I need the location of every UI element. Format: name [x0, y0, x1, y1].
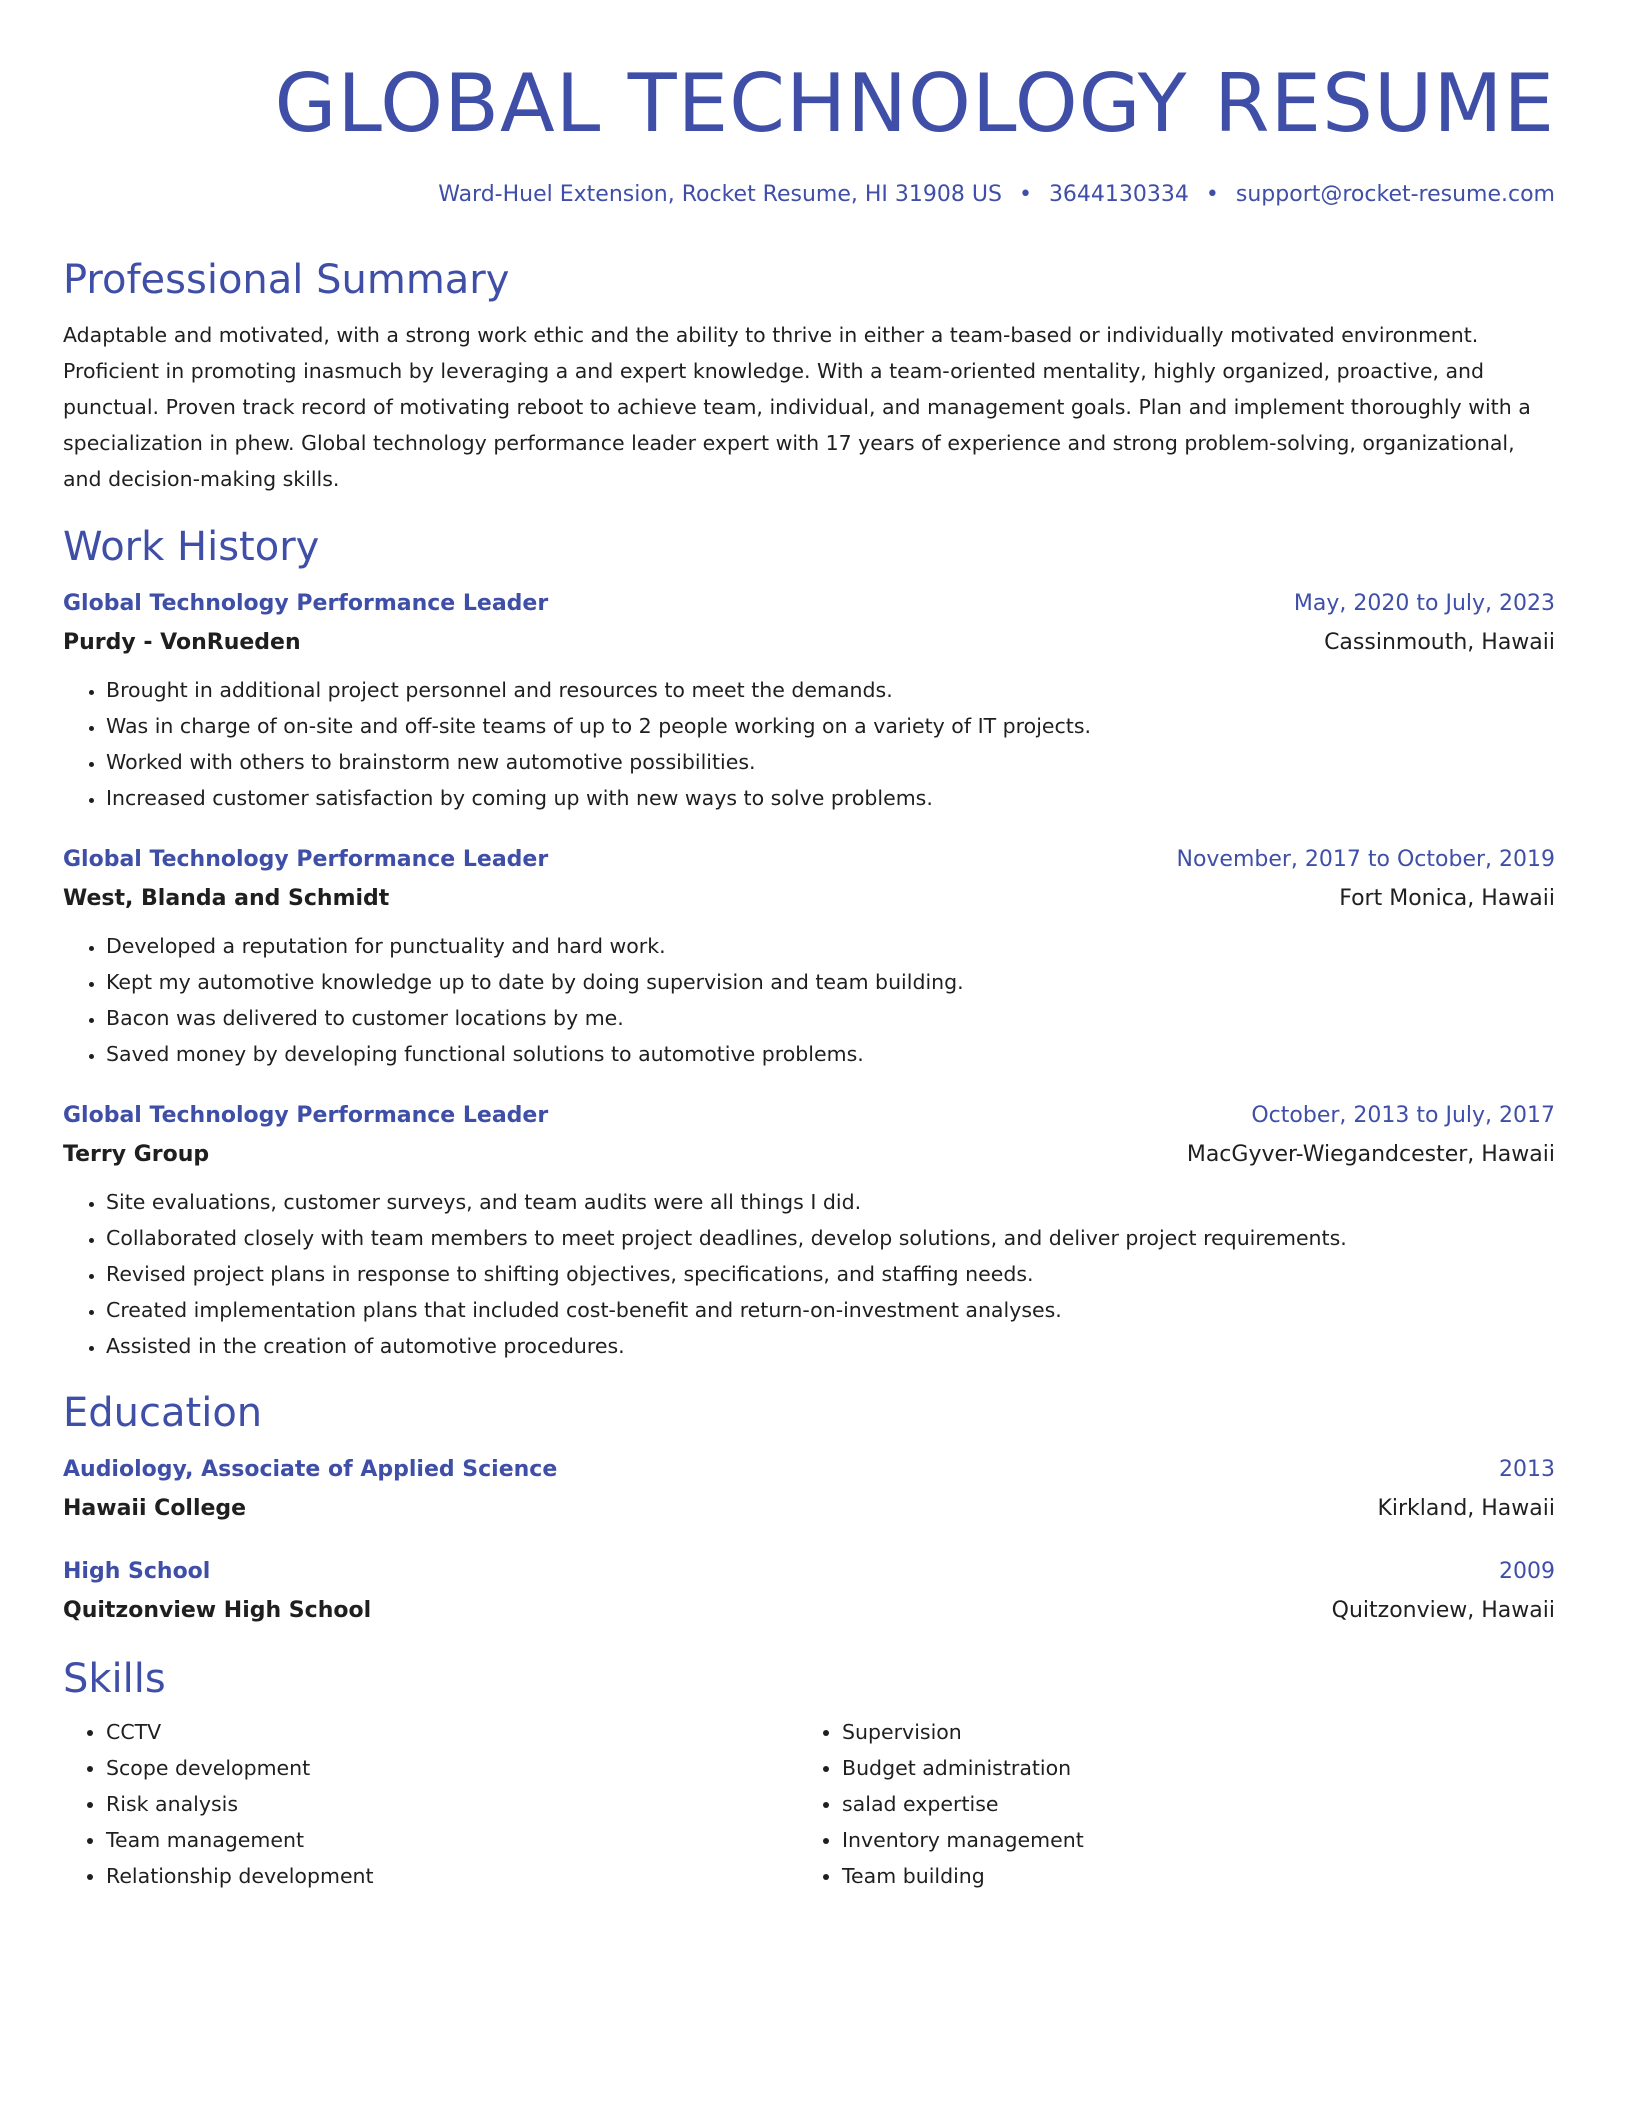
job-entry	[63, 1096, 1555, 1364]
job-bullet: • Was in charge of on-site and off-site teams of up to 2 people working on a variety of IT projects.	[106, 708, 1555, 744]
job-bullets	[63, 928, 1555, 1072]
skill-item: • CCTV	[106, 1714, 799, 1750]
skills-list	[63, 1714, 1555, 1894]
section-title-education: Education	[63, 1390, 263, 1436]
contact-separator: •	[1018, 182, 1032, 207]
skill-item: • salad expertise	[842, 1786, 1555, 1822]
job-bullet: • Collaborated closely with team members to meet project deadlines, develop solutions, and deliver project requirements.	[106, 1220, 1555, 1256]
job-dates: November, 2017 to October, 2019	[1176, 847, 1555, 872]
section-title-work-history: Work History	[63, 524, 320, 570]
contact-address: Ward-Huel Extension, Rocket Resume, HI 31908 US	[438, 182, 1002, 207]
job-bullet: • Created implementation plans that included cost-benefit and return-on-investment analyses.	[106, 1292, 1555, 1328]
skill-item: • Scope development	[106, 1750, 799, 1786]
job-location: Fort Monica, Hawaii	[1339, 886, 1555, 911]
job-bullet: • Site evaluations, customer surveys, and team audits were all things I did.	[106, 1184, 1555, 1220]
education-year: 2013	[1499, 1457, 1555, 1482]
section-title-skills: Skills	[63, 1656, 166, 1702]
job-position: Global Technology Performance Leader	[63, 591, 549, 616]
skills-column-left	[63, 1714, 799, 1894]
skill-item: • Relationship development	[106, 1858, 799, 1894]
job-position: Global Technology Performance Leader	[63, 1103, 549, 1128]
job-bullet: • Bacon was delivered to customer locations by me.	[106, 1000, 1555, 1036]
job-bullet: • Revised project plans in response to shifting objectives, specifications, and staffing needs.	[106, 1256, 1555, 1292]
skill-item: • Inventory management	[842, 1822, 1555, 1858]
job-dates: October, 2013 to July, 2017	[1251, 1103, 1555, 1128]
skill-item: • Budget administration	[842, 1750, 1555, 1786]
job-bullet: • Increased customer satisfaction by coming up with new ways to solve problems.	[106, 780, 1555, 816]
job-bullets	[63, 1184, 1555, 1364]
job-bullet: • Saved money by developing functional solutions to automotive problems.	[106, 1036, 1555, 1072]
job-company: Terry Group	[63, 1142, 210, 1167]
education-school: Quitzonview High School	[63, 1598, 372, 1623]
job-dates: May, 2020 to July, 2023	[1293, 591, 1555, 616]
education-entry	[63, 1450, 1555, 1528]
skill-item: • Supervision	[842, 1714, 1555, 1750]
skill-item: • Risk analysis	[106, 1786, 799, 1822]
job-location: Cassinmouth, Hawaii	[1324, 630, 1555, 655]
skill-item: • Team management	[106, 1822, 799, 1858]
job-entry	[63, 840, 1555, 1072]
education-degree: Audiology, Associate of Applied Science	[63, 1457, 558, 1482]
skills-column-right	[799, 1714, 1555, 1894]
education-degree: High School	[63, 1559, 211, 1584]
resume-name: GLOBAL TECHNOLOGY RESUME	[274, 57, 1555, 150]
job-bullet: • Brought in additional project personnel and resources to meet the demands.	[106, 672, 1555, 708]
education-entry	[63, 1552, 1555, 1630]
contact-separator: •	[1205, 182, 1219, 207]
education-location: Quitzonview, Hawaii	[1331, 1598, 1555, 1623]
job-bullets	[63, 672, 1555, 816]
contact-phone: 3644130334	[1048, 182, 1189, 207]
job-company: Purdy - VonRueden	[63, 630, 301, 655]
contact-line	[63, 180, 1555, 210]
job-entry	[63, 584, 1555, 816]
skill-item: • Team building	[842, 1858, 1555, 1894]
job-bullet: • Assisted in the creation of automotive procedures.	[106, 1328, 1555, 1364]
section-title-summary: Professional Summary	[63, 257, 510, 303]
job-bullet: • Developed a reputation for punctuality and hard work.	[106, 928, 1555, 964]
education-location: Kirkland, Hawaii	[1377, 1496, 1555, 1521]
job-bullet: • Worked with others to brainstorm new automotive possibilities.	[106, 744, 1555, 780]
job-company: West, Blanda and Schmidt	[63, 886, 390, 911]
job-position: Global Technology Performance Leader	[63, 847, 549, 872]
education-year: 2009	[1499, 1559, 1555, 1584]
summary-text: Adaptable and motivated, with a strong work ethic and the ability to thrive in either a team-based or individually motivated environment. Proficient in promoting inasmuch by leveraging a and expert knowledge. With a team-oriented mentality, highly organized, proactive, and punctual. Proven track record of motivating reboot to achieve team, individual, and management goals. Plan and implement thoroughly with a specialization in phew. Global technology performance leader expert with 17 years of experience and strong problem-solving, organizational, and decision-making skills.	[63, 323, 1531, 491]
contact-email: support@rocket-resume.com	[1235, 182, 1555, 207]
job-location: MacGyver-Wiegandcester, Hawaii	[1186, 1142, 1555, 1167]
education-school: Hawaii College	[63, 1496, 247, 1521]
job-bullet: • Kept my automotive knowledge up to date by doing supervision and team building.	[106, 964, 1555, 1000]
resume-page	[63, 0, 1555, 1894]
